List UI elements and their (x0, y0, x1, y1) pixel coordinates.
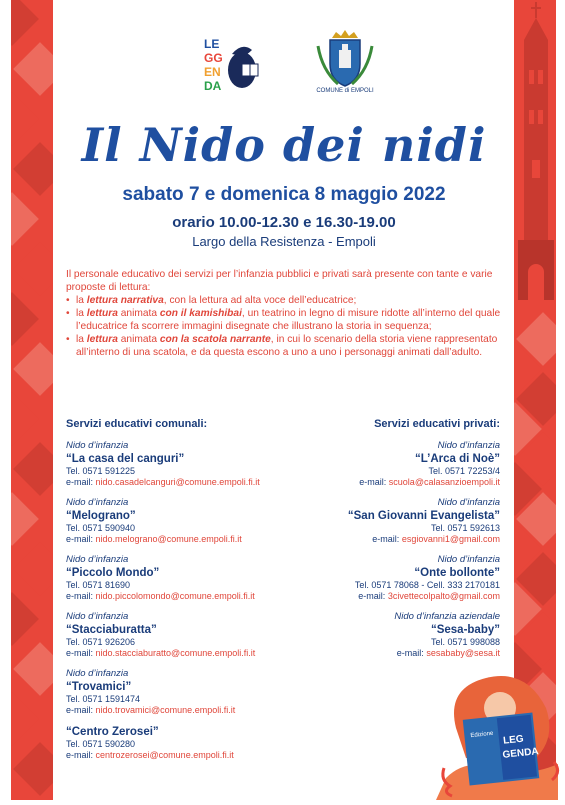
email-link[interactable]: nido.trovamici@comune.empoli.fi.it (95, 705, 236, 715)
leggenda-letters-3: EN (204, 65, 221, 79)
mascot-book-letters-2: GENDA (502, 746, 540, 761)
service-email (66, 750, 306, 761)
email-label: e-mail: (66, 648, 96, 658)
service-name: “L’Arca di Noè” (415, 453, 500, 465)
decorative-diamond (11, 92, 39, 146)
email-link[interactable]: esgiovanni1@gmail.com (401, 534, 500, 544)
email-link[interactable]: nido.casadelcanguri@comune.empoli.fi.it (95, 477, 260, 487)
email-link[interactable]: nido.stacciaburatto@comune.empoli.fi.it (95, 648, 256, 658)
service-entry (66, 440, 306, 488)
intro-lead: Il personale educativo dei servizi per l’infanzia pubblici e privati sarà presente con tante e varie proposte di lettura: (66, 269, 493, 293)
leggenda-letters-4: DA (204, 79, 222, 93)
service-type: Nido d’infanzia (66, 497, 129, 508)
intro-item-text: la (76, 308, 87, 319)
service-phone: Tel. 0571 72253/4 (428, 466, 500, 476)
intro-item-text: , con la lettura ad alta voce dell’educatrice; (163, 295, 357, 306)
service-entry (66, 554, 306, 602)
service-name: “Sesa-baby” (430, 624, 500, 636)
logo-row (0, 30, 565, 100)
service-phone: Tel. 0571 592613 (430, 523, 500, 533)
email-label: e-mail: (372, 534, 402, 544)
service-entry (66, 497, 306, 545)
decorative-diamond (13, 242, 53, 296)
mascot-graphic (436, 668, 564, 800)
reading-mascot-illustration (436, 668, 564, 800)
service-name: “Melograno” (66, 510, 136, 522)
decorative-diamond (13, 542, 53, 596)
service-entry (288, 440, 500, 488)
decorative-diamond (11, 692, 39, 746)
service-phone: Tel. 0571 998088 (430, 637, 500, 647)
service-name: “La casa del canguri” (66, 453, 185, 465)
email-link[interactable]: scuola@calasanzioempoli.it (388, 477, 500, 487)
service-email (66, 591, 306, 602)
comunali-list (66, 440, 306, 761)
service-name: “San Giovanni Evangelista” (347, 510, 500, 522)
service-phone: Tel. 0571 590940 (66, 523, 136, 533)
intro-item-emphasis: con la scatola narrante (159, 334, 271, 345)
intro-item-text: , in cui lo scenario della storia viene rappresentato all’interno di una scatola, e da questa escono a uno a uno i personaggi animati dall’adulto. (76, 334, 498, 358)
intro-item-text: , un teatrino in legno di misure ridotte all’interno del quale l’educatrice fa scorrere immagini disegnate che illustrano la storia in sequenza; (76, 308, 501, 332)
service-phone: Tel. 0571 590280 (66, 739, 136, 749)
privati-list (288, 440, 500, 659)
page-title: Il Nido dei nidi (81, 118, 487, 172)
intro-item-emphasis: lettura (86, 308, 118, 319)
service-phone: Tel. 0571 591225 (66, 466, 136, 476)
service-entry (66, 611, 306, 659)
leggenda-logo-graphic (202, 34, 262, 94)
decorative-diamond (11, 192, 39, 246)
intro-item-text: animata (117, 308, 160, 319)
email-label: e-mail: (66, 477, 96, 487)
service-entry (288, 611, 500, 659)
leggenda-letters-2: GG (204, 51, 223, 65)
email-link[interactable]: nido.piccolomondo@comune.empoli.fi.it (95, 591, 255, 601)
intro-item-emphasis: lettura (86, 334, 118, 345)
service-type: Nido d’infanzia (66, 611, 129, 622)
service-type: Nido d’infanzia (437, 497, 500, 508)
decorative-diamond (13, 442, 53, 496)
comune-name: COMUNE di EMPOLI (316, 88, 374, 94)
decorative-diamond (11, 492, 39, 546)
email-label: e-mail: (358, 591, 388, 601)
decorative-diamond (11, 292, 39, 346)
service-entry (288, 554, 500, 602)
decorative-diamond (13, 642, 53, 696)
service-type: Nido d’infanzia (66, 668, 129, 679)
service-name: “Trovamici” (66, 681, 132, 693)
service-type: Nido d’infanzia (66, 554, 129, 565)
event-dates: sabato 7 e domenica 8 maggio 2022 (122, 184, 446, 205)
service-phone: Tel. 0571 81690 (66, 580, 131, 590)
service-name: “Onte bollonte” (414, 567, 500, 579)
left-decorative-band (11, 0, 53, 800)
service-type: Nido d’infanzia (66, 440, 129, 451)
service-email (66, 648, 306, 659)
service-phone: Tel. 0571 1591474 (66, 694, 141, 704)
service-name: “Centro Zerosei” (66, 726, 159, 738)
service-type: Nido d’infanzia (437, 554, 500, 565)
intro-text (66, 268, 506, 359)
email-link[interactable]: nido.melograno@comune.empoli.fi.it (95, 534, 242, 544)
service-email (288, 477, 500, 488)
service-entry (66, 668, 306, 716)
email-label: e-mail: (396, 648, 427, 658)
email-label: e-mail: (66, 534, 96, 544)
service-entry (288, 497, 500, 545)
intro-item-scatola (66, 333, 506, 359)
email-link[interactable]: centrozerosei@comune.empoli.fi.it (95, 750, 234, 760)
decorative-diamond (11, 392, 39, 446)
service-email (66, 534, 306, 545)
intro-item-emphasis: lettura narrativa (86, 295, 164, 306)
service-email (288, 534, 500, 545)
privati-heading: Servizi educativi privati: (374, 418, 500, 430)
service-entry (66, 725, 306, 761)
event-hours: orario 10.00-12.30 e 16.30-19.00 (172, 214, 396, 231)
decorative-diamond (13, 142, 53, 196)
coat-of-arms-icon (312, 30, 378, 88)
intro-item-text: animata (117, 334, 160, 345)
leggenda-letters-1: LE (204, 37, 220, 51)
email-label: e-mail: (66, 750, 96, 760)
mascot-book-letters-1: LEG (502, 733, 525, 747)
intro-item-text: la (76, 334, 87, 345)
leggenda-logo (202, 34, 262, 94)
service-type: Nido d’infanzia (437, 440, 500, 451)
service-phone: Tel. 0571 78068 - Cell. 333 2170181 (354, 580, 500, 590)
intro-item-kamishibai (66, 307, 506, 333)
servizi-comunali-column (66, 418, 306, 770)
service-email (288, 648, 500, 659)
email-link[interactable]: 3civettecolpalto@gmail.com (387, 591, 500, 601)
email-label: e-mail: (66, 705, 96, 715)
service-name: “Stacciaburatta” (66, 624, 157, 636)
service-email (66, 477, 306, 488)
decorative-diamond (13, 742, 53, 796)
service-email (66, 705, 306, 716)
service-type: Nido d’infanzia aziendale (394, 611, 500, 622)
intro-list (66, 294, 506, 359)
email-label: e-mail: (66, 591, 96, 601)
decorative-diamond (13, 342, 53, 396)
intro-item-emphasis: con il kamishibai (159, 308, 242, 319)
mascot-book-small: Edizione (470, 730, 494, 740)
service-phone: Tel. 0571 926206 (66, 637, 136, 647)
service-name: “Piccolo Mondo” (66, 567, 160, 579)
decorative-diamond (11, 592, 39, 646)
email-link[interactable]: sesababy@sesa.it (426, 648, 500, 658)
comune-empoli-logo (312, 30, 378, 102)
intro-item-narrativa (66, 294, 506, 307)
event-place: Largo della Resistenza - Empoli (192, 234, 376, 249)
servizi-privati-column (288, 418, 500, 668)
comunali-heading: Servizi educativi comunali: (66, 418, 208, 430)
service-email (288, 591, 500, 602)
intro-item-text: la (76, 295, 87, 306)
email-label: e-mail: (359, 477, 389, 487)
